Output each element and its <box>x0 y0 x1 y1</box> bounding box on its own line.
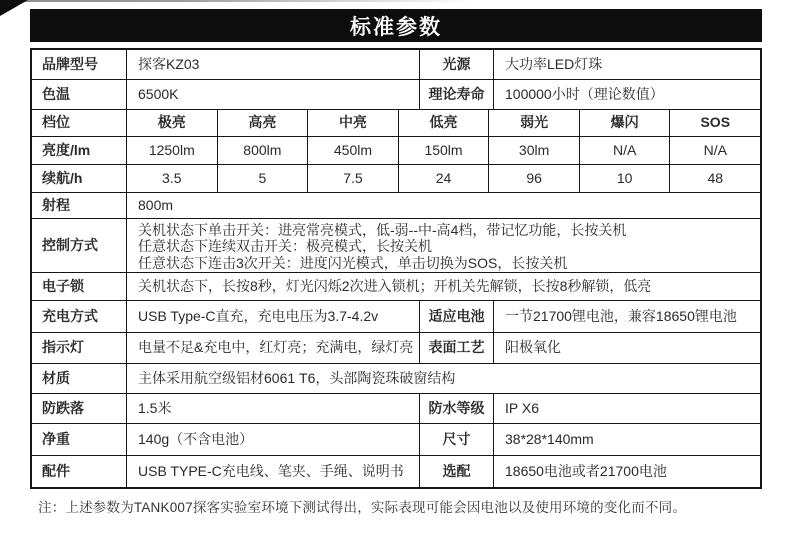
row-material <box>32 364 760 394</box>
row-accessories <box>32 456 760 487</box>
row-value <box>127 219 760 272</box>
runtime-cell: 48 <box>707 169 724 186</box>
mode-cell: 低亮 <box>399 110 490 136</box>
runtime-cell: 3.5 <box>127 165 218 192</box>
runtime-cell: 96 <box>489 165 580 192</box>
row-brightness <box>32 137 760 165</box>
row-label: 控制方式 <box>32 219 127 272</box>
row-value2: 阳极氧化 <box>505 339 561 356</box>
spec-table <box>30 48 762 489</box>
mode-cell: 中亮 <box>308 110 399 136</box>
row-label: 射程 <box>32 193 127 218</box>
row-modes <box>32 110 760 137</box>
row-value: 140g（不含电池） <box>127 424 420 455</box>
brightness-cell: 1250lm <box>127 137 218 164</box>
row-label: 亮度/lm <box>32 137 127 164</box>
row-charging <box>32 301 760 333</box>
row-runtime <box>32 165 760 193</box>
row-label: 指示灯 <box>32 333 127 363</box>
row-label: 品牌型号 <box>32 50 127 79</box>
row-control <box>32 219 760 273</box>
row-value2: 大功率LED灯珠 <box>505 55 603 72</box>
runtime-cell: 7.5 <box>308 165 399 192</box>
brightness-cell: 150lm <box>399 137 490 164</box>
row-value: 主体采用航空级铝材6061 T6，头部陶瓷珠破窗结构 <box>138 369 456 386</box>
row-weight <box>32 424 760 456</box>
row-value: 1.5米 <box>127 394 420 423</box>
row-label2: 选配 <box>420 456 494 487</box>
brightness-cell: 30lm <box>489 137 580 164</box>
row-label: 防跌落 <box>32 394 127 423</box>
row-label: 色温 <box>32 80 127 109</box>
row-value: 800m <box>138 196 174 213</box>
row-label: 电子锁 <box>32 273 127 300</box>
row-range <box>32 193 760 219</box>
runtime-cell: 10 <box>580 165 671 192</box>
row-value2: 100000小时（理论数值） <box>505 85 664 102</box>
brightness-cell: 450lm <box>308 137 399 164</box>
row-lock <box>32 273 760 301</box>
section-title: 标准参数 <box>350 15 442 39</box>
mode-cell: SOS <box>700 114 731 131</box>
row-label: 配件 <box>32 456 127 487</box>
row-brand-model <box>32 50 760 80</box>
row-color-temp <box>32 80 760 110</box>
row-label: 材质 <box>32 364 127 393</box>
row-value: 关机状态下，长按8秒，灯光闪烁2次进入锁机；开机关先解锁，长按8秒解锁，低亮 <box>138 277 652 294</box>
row-label2: 尺寸 <box>420 424 494 455</box>
top-edge-artifact-line <box>0 0 520 2</box>
runtime-cell: 24 <box>399 165 490 192</box>
mode-cell: 高亮 <box>218 110 309 136</box>
footnote: 注：上述参数为TANK007探客实验室环境下测试得出，实际表现可能会因电池以及使用环境的变化而不同。 <box>38 500 687 515</box>
row-value2: 18650电池或者21700电池 <box>505 462 667 479</box>
row-label2: 表面工艺 <box>420 333 494 363</box>
row-value2: 38*28*140mm <box>505 430 594 447</box>
row-value: 探客KZ03 <box>127 50 420 79</box>
row-label2: 理论寿命 <box>420 80 494 109</box>
mode-cell: 极亮 <box>127 110 218 136</box>
brightness-cell: N/A <box>703 141 727 158</box>
row-label2: 防水等级 <box>420 394 494 423</box>
control-line: 任意状态下连击3次开关：进度闪光模式，单击切换为SOS，长按关机 <box>138 254 568 271</box>
section-header <box>30 9 762 42</box>
row-value: USB TYPE-C充电线、笔夹、手绳、说明书 <box>127 456 420 487</box>
control-line: 关机状态下单击开关：进亮常亮模式，低-弱--中-高4档，带记忆功能，长按关机 <box>138 222 627 238</box>
row-value: USB Type-C直充，充电电压为3.7-4.2v <box>127 301 420 332</box>
row-label: 档位 <box>32 110 127 136</box>
row-value: 6500K <box>127 80 420 109</box>
brightness-cell: 800lm <box>218 137 309 164</box>
mode-cell: 弱光 <box>489 110 580 136</box>
top-left-corner-artifact <box>0 0 28 16</box>
row-value2: IP X6 <box>505 399 539 416</box>
control-line: 任意状态下连续双击开关：极亮模式，长按关机 <box>138 238 432 255</box>
row-indicator <box>32 333 760 364</box>
row-value: 电量不足&充电中，红灯亮；充满电，绿灯亮 <box>127 333 420 363</box>
runtime-cell: 5 <box>218 165 309 192</box>
mode-cell: 爆闪 <box>580 110 671 136</box>
row-value2: 一节21700锂电池，兼容18650锂电池 <box>505 307 737 324</box>
row-label: 净重 <box>32 424 127 455</box>
brightness-cell: N/A <box>580 137 671 164</box>
row-label2: 适应电池 <box>420 301 494 332</box>
row-label2: 光源 <box>420 50 494 79</box>
row-label: 续航/h <box>32 165 127 192</box>
row-drop-resistance <box>32 394 760 424</box>
row-label: 充电方式 <box>32 301 127 332</box>
